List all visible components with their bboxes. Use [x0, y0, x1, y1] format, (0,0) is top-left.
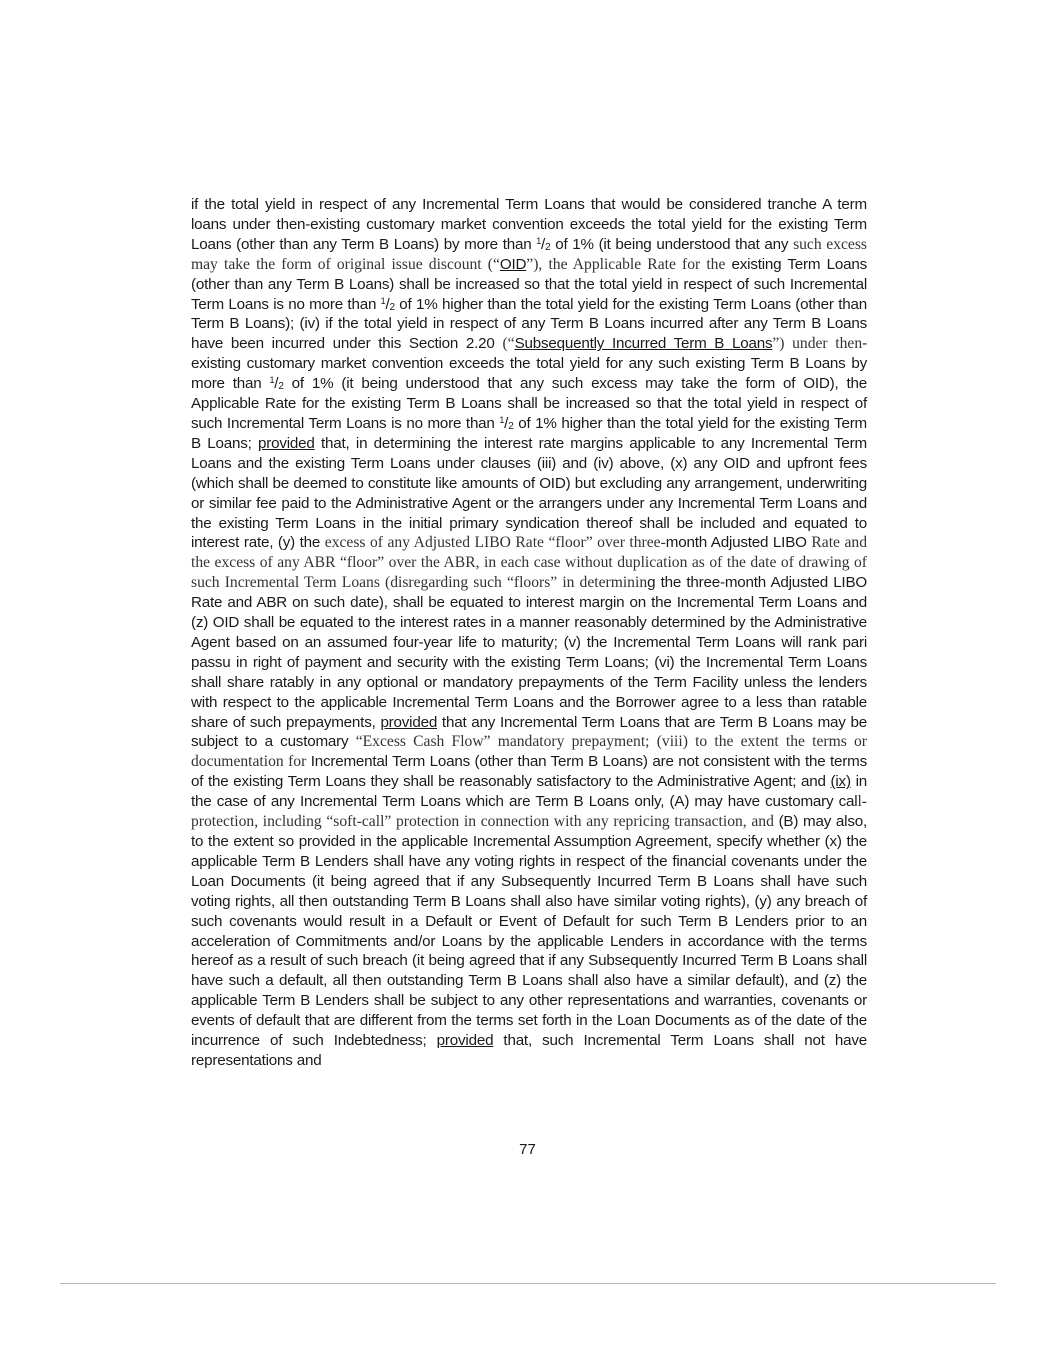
fraction-part: 2	[508, 420, 514, 432]
text-run: (“	[502, 335, 515, 353]
text-run: Rate and the excess of any ABR “floor” over the ABR, in each case without duplication as of the date of drawing of such Incremental Term Loans (disregarding such “floors” in determinin	[191, 534, 867, 592]
underlined-term: provided	[380, 713, 438, 731]
text-run: -existing customary market convention exceeds the total yield for any such existing Term B Loans by more than	[191, 335, 867, 393]
fraction-part: 2	[389, 301, 395, 313]
text-run: of 1% (it being understood that any such excess may take the form of OID), the Applicable Rate for the existing Term B Loans shall be increased so that the total yield in respect of such Incremental Term Loans is no more than	[191, 375, 867, 432]
text-run: /	[385, 295, 390, 313]
text-run: (B) may also, to the extent so provided in the applicable Incremental Assumption Agreement, specify whether (x) the applicable Term B Lenders shall have any voting rights in respect of the financial covenants under the Loan Documents (it being agreed that if any Subsequently Incurred Term B Loans shall have such voting rights, all then outstanding Term B Loans shall also have similar voting rights), (y) any breach of such covenants would result in a Default or Event of Default for such Term B Lenders prior to an acceleration of Commitments and/or Loans by the applicable Lenders in accordance with the terms hereof as a result of such breach (it being agreed that if any Subsequently Incurred Term B Loans shall have such a default, all then outstanding Term B Loans shall also have a similar default), and (z) the applicable Term B Lenders shall be subject to any other representations and warranties, covenants or events of default that are different from the terms set forth in the Loan Documents as of the date of the incurrence of such Indebtedness;	[191, 813, 868, 1050]
text-run: g the three-month Adjusted LIBO Rate and ABR on such date), shall be equated to interest margin on the Incremental Term Loans and (z) OID shall be equated to the interest rates in a manner reasonably determined by the Administrative Agent based on an assumed four-year life to maturity; (v) the Incremental Term Loans will rank pari passu in right of payment and security with the existing Term Loans; (vi) the Incremental Term Loans shall share ratably in any optional or mandatory prepayments of the Term Facility unless the lenders with respect to the applicable Incremental Term Loans and the Borrower agree to a less than ratable share of such prepayments,	[191, 574, 867, 731]
underlined-term: OID	[499, 255, 527, 273]
fraction-part: 1	[380, 295, 386, 306]
text-run: ”) under then	[772, 335, 863, 353]
fraction-part: 2	[278, 381, 284, 393]
text-run: month Adjusted LIBO	[665, 534, 812, 552]
underlined-term: provided	[258, 434, 315, 452]
text-run: “Excess Cash Flow” mandatory prepayment; (viii) to the extent the terms or documentation for	[191, 733, 868, 771]
text-run: in the case of any Incremental Term Loans which are Term B Loans only, (A) may have customary cal	[191, 773, 867, 811]
text-run: if the total yield in respect of any Incremental Term Loans that would be considered tranche A term loans under then-existing customary market convention exceeds the total yield for the existing Term Loans (other than any Term B Loans) by more than	[191, 196, 867, 253]
underlined-term: (ix)	[830, 773, 851, 791]
text-run: ”), the Applicable Rate for the	[526, 255, 732, 273]
footer-divider	[60, 1283, 996, 1284]
text-run: l-protection, including “soft-call” protection in connection with any repricing transaction, and	[191, 793, 867, 831]
text-run: Incremental Term Loans (other than Term B Loans) are not consistent with the terms of the existing Term Loans they shall be reasonably satisfactory to the Administrative Agent; and	[191, 753, 867, 791]
text-run: /	[274, 375, 279, 393]
fraction-part: 1	[536, 235, 542, 246]
text-run: of 1% higher than the total yield for the existing Term B Loans;	[191, 414, 868, 452]
page-number: 77	[519, 1141, 536, 1158]
text-run: /	[541, 235, 546, 253]
underlined-term: Subsequently Incurred Term B Loans	[514, 335, 773, 353]
fraction-part: 2	[545, 241, 551, 253]
body-paragraph	[191, 195, 867, 1071]
text-run: that any Incremental Term Loans that are Term B Loans may be subject to a customary	[191, 713, 868, 751]
fraction-part: 1	[269, 375, 275, 386]
underlined-term: provided	[436, 1032, 494, 1050]
text-run: of 1% higher than the total yield for the existing Term Loans (other than Term B Loans); (iv) if the total yield in respect of any Term B Loans incurred after any Term B Loans have been incurred under this Section 2.20	[191, 295, 867, 353]
text-run: existing Term Loans (other than any Term B Loans) shall be increased so that the total yield in respect of such Incremental Term Loans is no more than	[191, 255, 867, 313]
text-run: that, in determining the interest rate margins applicable to any Incremental Term Loans and the existing Term Loans under clauses (iii) and (iv) above, (x) any OID and upfront fees (which shall be deemed to constitute like amounts of OID) but excluding any arrangement, underwriting or similar fee paid to the Administrative Agent or the arrangers under any Incremental Term Loans and the existing Term Loans in the initial primary syndication thereof shall be included and equated to interest rate, (y) the	[191, 434, 867, 552]
fraction-part: 1	[499, 414, 505, 425]
text-run: such excess may take the form of original issue discount (“	[191, 235, 867, 273]
text-run: /	[504, 414, 509, 432]
text-run: of 1% (it being understood that any	[550, 235, 794, 253]
text-run: that, such Incremental Term Loans shall not have representations and	[191, 1032, 867, 1069]
text-run: excess of any Adjusted LIBO Rate “floor” over three-	[324, 534, 666, 552]
